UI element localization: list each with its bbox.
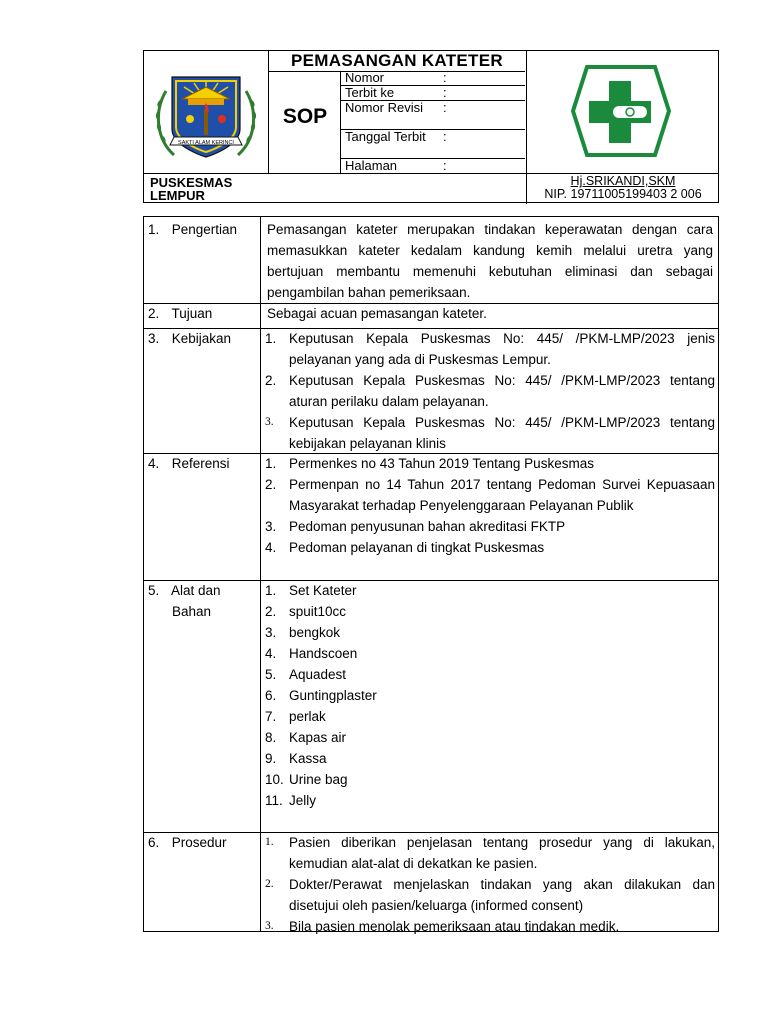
puskesmas-logo (526, 51, 720, 173)
section-body (260, 833, 719, 934)
list-item: 5. Aquadest (265, 667, 347, 682)
list-item: 3. Pedoman penyusunan bahan akreditasi FKTP (265, 519, 566, 534)
signer-nip: NIP. 19711005199403 2 006 (544, 187, 702, 201)
section-tujuan (144, 304, 718, 329)
list-item: 3. bengkok (265, 625, 341, 640)
meta-row-terbit-ke: Terbit ke : (341, 86, 525, 101)
signer-block (526, 174, 719, 204)
section-body (260, 304, 719, 328)
kerinci-regency-logo (144, 51, 268, 173)
list-item: 1. Permenkes no 43 Tahun 2019 Tentang Puskesmas (265, 456, 594, 471)
pengertian-text: Pemasangan kateter merupakan tindakan keperawatan dengan cara memasukkan kateter kedalam kandung kemih melalui uretra yang bertujuan membantu memenuhi kebutuhan eliminasi dan sebagai pengambilan bahan pemeriksaan. (267, 222, 713, 300)
list-item: 4. Handscoen (265, 646, 358, 661)
list-item: 3. Bila pasien menolak pemeriksaan atau tindakan medik. (265, 919, 620, 934)
tujuan-text: Sebagai acuan pemasangan kateter. (267, 306, 487, 321)
meta-row-nomor-revisi: Nomor Revisi : (341, 101, 525, 130)
list-item: 8. Kapas air (265, 730, 347, 745)
section-body (260, 454, 719, 580)
section-label: 3. Kebijakan (148, 331, 232, 346)
list-item: 2. Keputusan Kepala Puskesmas No: 445/ /PKM-LMP/2023 tentang aturan perilaku dalam pelayanan. (265, 373, 715, 409)
referensi-list (265, 453, 715, 558)
meta-row-tanggal-terbit: Tanggal Terbit : (341, 130, 525, 159)
list-item: 7. perlak (265, 709, 326, 724)
section-referensi (144, 454, 718, 581)
section-label: 5. Alat dan Bahan (148, 583, 221, 619)
list-item: 10. Urine bag (265, 772, 348, 787)
svg-text:SAKTI ALAM KERINCI: SAKTI ALAM KERINCI (178, 140, 234, 146)
sop-header (143, 50, 719, 203)
list-item: 2. Dokter/Perawat menjelaskan tindakan yang akan dilakukan dan disetujui oleh pasien/keluarga (informed consent) (265, 877, 715, 913)
list-item: 4. Pedoman pelayanan di tingkat Puskesmas (265, 540, 545, 555)
prosedur-list (265, 832, 715, 937)
list-item: 2. spuit10cc (265, 604, 347, 619)
section-alat-bahan (144, 581, 718, 833)
sop-content-table (143, 216, 719, 932)
sop-info-block (268, 51, 526, 173)
list-item: 1. Keputusan Kepala Puskesmas No: 445/ /PKM-LMP/2023 jenis pelayanan yang ada di Puskesmas Lempur. (265, 331, 715, 367)
alat-list (265, 580, 715, 811)
signer-name: Hj.SRIKANDI,SKM (570, 174, 676, 188)
section-pengertian (144, 217, 718, 304)
list-item: 1. Pasien diberikan penjelasan tentang prosedur yang di lakukan, kemudian alat-alat di dekatkan ke pasien. (265, 835, 715, 871)
section-prosedur (144, 833, 718, 934)
sop-label: SOP (268, 71, 341, 173)
sop-title: PEMASANGAN KATETER (268, 51, 525, 72)
section-label: 6. Prosedur (148, 835, 227, 850)
kebijakan-list (265, 328, 715, 454)
section-kebijakan (144, 329, 718, 454)
list-item: 6. Guntingplaster (265, 688, 377, 703)
list-item: 2. Permenpan no 14 Tahun 2017 tentang Pedoman Survei Kepuasaan Masyarakat terhadap Penyelenggaraan Pelayanan Publik (265, 477, 715, 513)
org-name: PUSKESMAS LEMPUR (150, 175, 233, 203)
section-label: 4. Referensi (148, 456, 230, 471)
section-body (260, 329, 719, 453)
list-item: 1. Set Kateter (265, 583, 357, 598)
list-item: 11. Jelly (265, 793, 317, 808)
list-item: 9. Kassa (265, 751, 327, 766)
header-footer-row (144, 173, 718, 204)
section-label: 1. Pengertian (148, 222, 238, 237)
section-label: 2. Tujuan (148, 306, 213, 321)
meta-row-halaman: Halaman : (345, 158, 447, 173)
section-body (260, 217, 719, 303)
meta-row-nomor: Nomor : (341, 71, 525, 86)
list-item: 3. Keputusan Kepala Puskesmas No: 445/ /PKM-LMP/2023 tentang kebijakan pelayanan klinis (265, 415, 715, 451)
sop-meta-rows (340, 71, 525, 173)
section-body (260, 581, 719, 832)
